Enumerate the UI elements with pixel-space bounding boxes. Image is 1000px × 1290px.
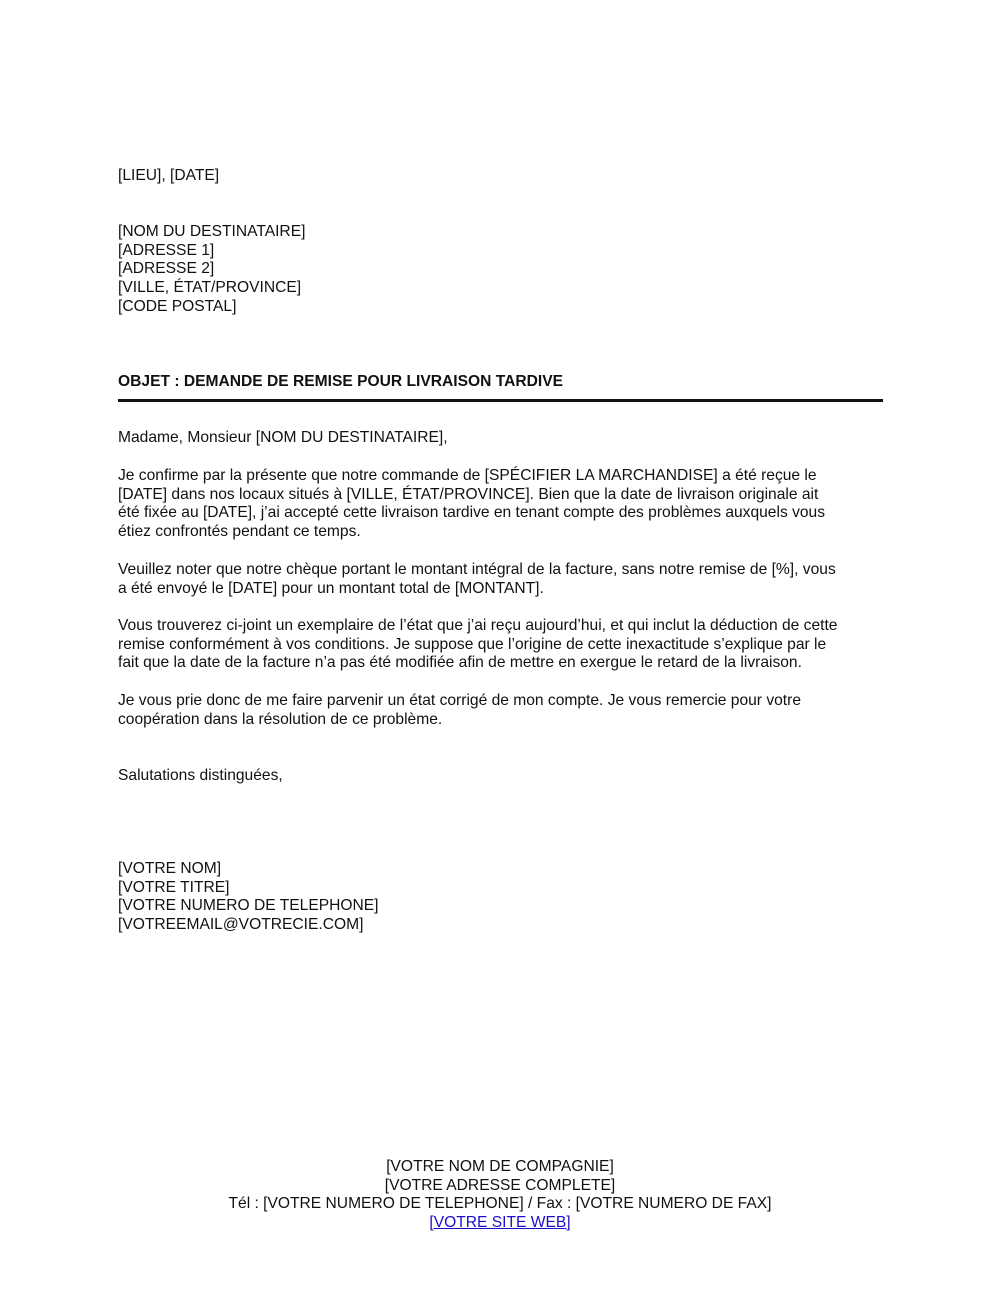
footer-website-link[interactable]: [VOTRE SITE WEB] — [429, 1214, 571, 1232]
paragraph-line: [DATE] dans nos locaux situés à [VILLE, ÉTAT/PROVINCE]. Bien que la date de livraison originale ait — [118, 485, 819, 503]
footer-address: [VOTRE ADRESSE COMPLETE] — [384, 1176, 616, 1194]
recipient-postal-code: [CODE POSTAL] — [118, 297, 237, 315]
footer-phone-fax: Tél : [VOTRE NUMERO DE TELEPHONE] / Fax : [VOTRE NUMERO DE FAX] — [228, 1195, 772, 1213]
body-paragraph-2 — [118, 561, 888, 598]
paragraph-line: fait que la date de la facture n’a pas été modifiée afin de mettre en exergue le retard de la livraison. — [118, 654, 802, 672]
footer-company: [VOTRE NOM DE COMPAGNIE] — [386, 1158, 614, 1175]
recipient-address-block — [118, 223, 888, 317]
body-paragraph-3 — [118, 617, 888, 673]
recipient-address-1: [ADRESSE 1] — [118, 241, 215, 259]
subject-text: OBJET : DEMANDE DE REMISE POUR LIVRAISON TARDIVE — [118, 373, 564, 390]
paragraph-line: Vous trouverez ci-joint un exemplaire de l’état que j’ai reçu aujourd’hui, et qui inclut la déduction de cette — [118, 617, 838, 634]
paragraph-line: étiez confrontés pendant ce temps. — [118, 523, 361, 541]
subject-divider — [118, 399, 883, 402]
place-date-text: [LIEU], [DATE] — [118, 167, 220, 184]
salutation — [118, 429, 888, 448]
letter-footer — [0, 1158, 1000, 1233]
subject-line — [118, 373, 888, 392]
body-paragraph-4 — [118, 692, 888, 729]
paragraph-line: Je confirme par la présente que notre commande de [SPÉCIFIER LA MARCHANDISE] a été reçue le — [118, 467, 817, 484]
sender-phone: [VOTRE NUMERO DE TELEPHONE] — [118, 897, 379, 915]
sender-email: [VOTREEMAIL@VOTRECIE.COM] — [118, 916, 364, 934]
signature-block — [118, 860, 888, 935]
paragraph-line: a été envoyé le [DATE] pour un montant total de [MONTANT]. — [118, 579, 544, 597]
place-date — [118, 167, 888, 186]
closing-text: Salutations distinguées, — [118, 767, 283, 784]
recipient-name: [NOM DU DESTINATAIRE] — [118, 223, 306, 240]
sender-title: [VOTRE TITRE] — [118, 878, 230, 896]
paragraph-line: Veuillez noter que notre chèque portant le montant intégral de la facture, sans notre remise de [%], vous — [118, 561, 836, 578]
paragraph-line: coopération dans la résolution de ce problème. — [118, 710, 443, 728]
paragraph-line: Je vous prie donc de me faire parvenir un état corrigé de mon compte. Je vous remercie pour votre — [118, 692, 801, 709]
salutation-text: Madame, Monsieur [NOM DU DESTINATAIRE], — [118, 429, 448, 446]
body-paragraph-1 — [118, 467, 888, 542]
sender-name: [VOTRE NOM] — [118, 860, 222, 877]
recipient-address-2: [ADRESSE 2] — [118, 260, 215, 278]
paragraph-line: été fixée au [DATE], j’ai accepté cette livraison tardive en tenant compte des problèmes auxquels vous — [118, 504, 826, 522]
recipient-city-state: [VILLE, ÉTAT/PROVINCE] — [118, 279, 302, 297]
paragraph-line: remise conformément à vos conditions. Je suppose que l’origine de cette inexactitude s’explique par le — [118, 635, 827, 653]
closing — [118, 767, 888, 786]
